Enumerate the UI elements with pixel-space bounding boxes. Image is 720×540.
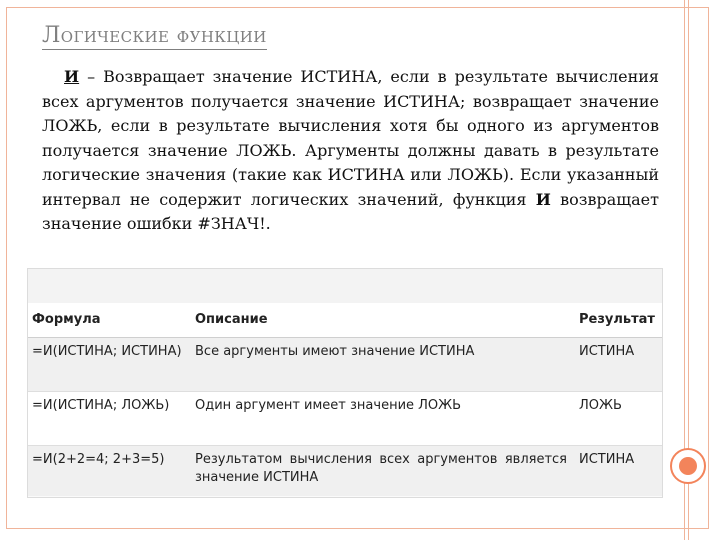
slide-title: Логические функции xyxy=(42,23,267,48)
cell-description: Один аргумент имеет значение ЛОЖЬ xyxy=(195,398,462,413)
body-paragraph xyxy=(42,65,659,237)
table-row xyxy=(28,338,662,392)
table-top-strip xyxy=(28,269,662,304)
cell-formula: =И(2+2=4; 2+3=5) xyxy=(32,452,165,467)
cell-description: Результатом вычисления всех аргументов является значение ИСТИНА xyxy=(195,452,567,485)
table-header-row xyxy=(28,303,662,338)
cell-result: ИСТИНА xyxy=(579,344,635,359)
header-result: Результат xyxy=(579,312,655,327)
table-row xyxy=(28,446,662,496)
header-description: Описание xyxy=(195,312,268,327)
cell-formula: =И(ИСТИНА; ЛОЖЬ) xyxy=(32,398,170,413)
function-name: И xyxy=(64,67,80,86)
table-row xyxy=(28,392,662,446)
paragraph-text-1: – Возвращает значение ИСТИНА, если в результате вычисления всех аргументов получается значение ИСТИНА; возвращает значение ЛОЖЬ, если в результате вычисления хотя бы одного из аргументов получается значение ЛОЖЬ. Аргументы должны давать в результате логические значения (такие как ИСТИНА или ЛОЖЬ). Если указанный интервал не содержит логических значений, функция xyxy=(42,67,659,209)
paragraph-text-2: возвращает значение ошибки #ЗНАЧ!. xyxy=(42,189,659,233)
header-formula: Формула xyxy=(32,312,101,327)
accent-circle-icon xyxy=(670,448,706,484)
example-table xyxy=(27,268,663,498)
cell-result: ИСТИНА xyxy=(579,452,635,467)
function-name-2: И xyxy=(535,189,551,209)
cell-formula: =И(ИСТИНА; ИСТИНА) xyxy=(32,344,182,359)
cell-description: Все аргументы имеют значение ИСТИНА xyxy=(195,344,475,359)
cell-result: ЛОЖЬ xyxy=(579,398,622,413)
